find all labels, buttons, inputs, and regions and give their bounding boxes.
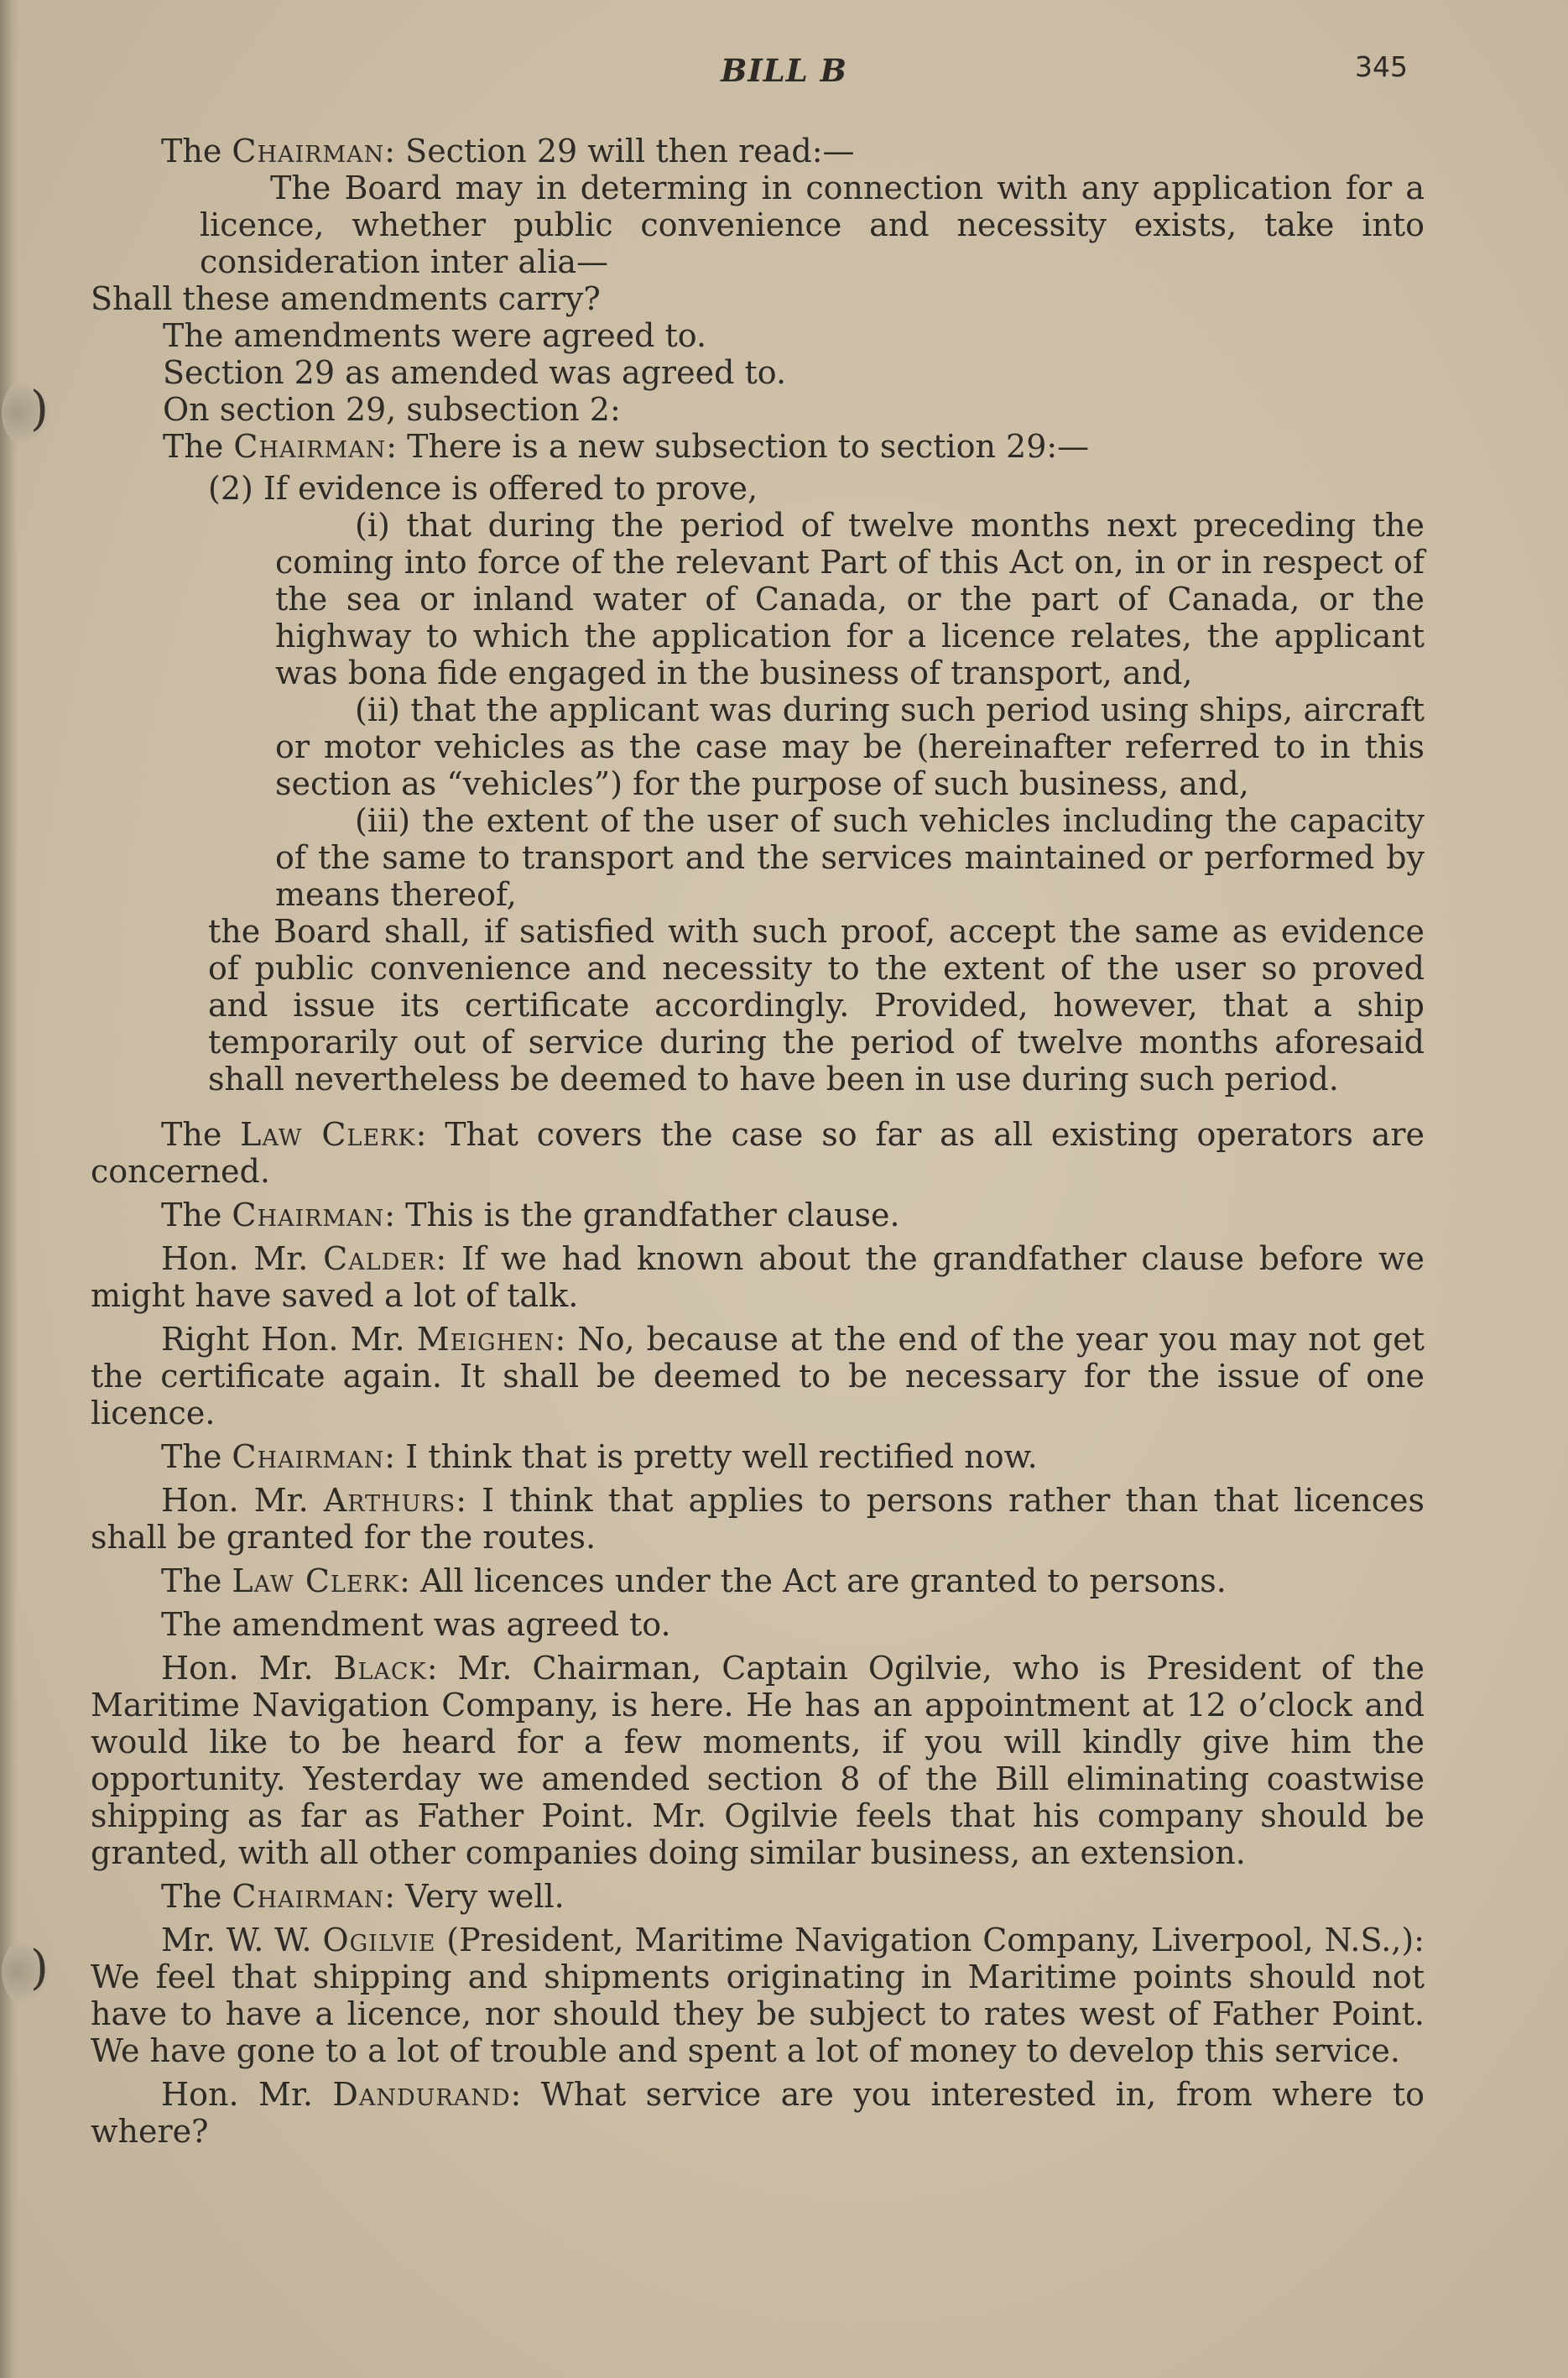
speaker-name: Chairman (232, 1438, 385, 1475)
page-number: 345 (1355, 50, 1408, 83)
speaker-name: Law Clerk (232, 1562, 400, 1599)
subsection-heading: (2) If evidence is offered to prove, (208, 470, 758, 507)
speaker-name: Chairman (232, 1878, 385, 1915)
speech-paragraph: Mr. W. W. Ogilvie (President, Maritime Navigation Company, Liverpool, N.S.,): We feel that shipping and shipments originating in Maritime points should not have to have a licence, nor should they be subject to rates west of Father Point. We have gone to a lot of trouble and spent a lot of money to develop this service. (91, 1922, 1425, 2069)
speech-paragraph: The Chairman: Section 29 will then read:— (161, 133, 855, 169)
speech-paragraph: The Law Clerk: That covers the case so far as all existing operators are concerned. (91, 1116, 1425, 1190)
speech-paragraph: The Chairman: There is a new subsection to section 29:— (163, 428, 1090, 465)
body-text (91, 133, 1425, 2150)
speaker-name: Chairman (233, 428, 387, 465)
speech-paragraph: The Chairman: This is the grandfather clause. (161, 1197, 900, 1233)
speaker-name: Chairman (232, 1197, 385, 1233)
speech-paragraph: The Chairman: I think that is pretty well rectified now. (161, 1438, 1038, 1475)
binder-hole-lower: ) (2, 1938, 52, 2005)
record-line: Section 29 as amended was agreed to. (163, 354, 787, 391)
speech-paragraph: Hon. Mr. Dandurand: What service are you interested in, from where to where? (91, 2076, 1425, 2150)
speech-paragraph: The Chairman: Very well. (161, 1878, 565, 1915)
speaker-name: Law Clerk (240, 1116, 416, 1153)
clause-ii: (ii) that the applicant was during such period using ships, aircraft or motor vehicles as the case may be (hereinafter referred to in this section as “vehicles”) for the purpose of such business, and, (275, 691, 1425, 802)
binding-gutter (0, 0, 18, 2378)
speaker-name: Ogilvie (322, 1922, 436, 1958)
subsection-conclusion: the Board shall, if satisfied with such proof, accept the same as evidence of public convenience and necessity to the extent of the user so proved and issue its certificate accordingly. Provided, however, that a ship temporarily out of service during the period of twelve months aforesaid shall nevertheless be deemed to have been in use during such period. (208, 913, 1425, 1098)
record-line: On section 29, subsection 2: (163, 391, 621, 428)
record-line: The amendment was agreed to. (161, 1606, 671, 1643)
speech-paragraph: The Law Clerk: All licences under the Act are granted to persons. (161, 1562, 1227, 1599)
speaker-name: Chairman (232, 133, 385, 169)
speaker-name: Arthurs (323, 1482, 456, 1519)
record-line: The amendments were agreed to. (163, 317, 707, 354)
speaker-name: Dandurand (332, 2076, 511, 2113)
speaker-name: Calder (323, 1240, 436, 1277)
speech-paragraph: Right Hon. Mr. Meighen: No, because at the end of the year you may not get the certificate again. It shall be deemed to be necessary for the issue of one licence. (91, 1321, 1425, 1431)
question-line: Shall these amendments carry? (91, 280, 601, 317)
speaker-name: Black (333, 1650, 427, 1687)
speech-paragraph: Hon. Mr. Calder: If we had known about the grandfather clause before we might have saved a lot of talk. (91, 1240, 1425, 1314)
running-head: BILL B (721, 52, 847, 89)
quoted-section-text: The Board may in determing in connection with any application for a licence, whether public convenience and necessity exists, take into consideration inter alia— (200, 169, 1425, 280)
clause-i: (i) that during the period of twelve months next preceding the coming into force of the relevant Part of this Act on, in or in respect of the sea or inland water of Canada, or the part of Canada, or the highway to which the application for a licence relates, the applicant was bona fide engaged in the business of transport, and, (275, 507, 1425, 691)
clause-iii: (iii) the extent of the user of such vehicles including the capacity of the same to transport and the services maintained or performed by means thereof, (275, 802, 1425, 913)
binder-hole-upper: ) (2, 379, 52, 446)
speech-paragraph: Hon. Mr. Black: Mr. Chairman, Captain Ogilvie, who is President of the Maritime Navigation Company, is here. He has an appointment at 12 o’clock and would like to be heard for a few moments, if you will kindly give him the opportunity. Yesterday we amended section 8 of the Bill eliminating coastwise shipping as far as Father Point. Mr. Ogilvie feels that his company should be granted, with all other companies doing similar business, an extension. (91, 1650, 1425, 1871)
speaker-name: Meighen (416, 1321, 555, 1358)
speech-paragraph: Hon. Mr. Arthurs: I think that applies to persons rather than that licences shall be granted for the routes. (91, 1482, 1425, 1556)
